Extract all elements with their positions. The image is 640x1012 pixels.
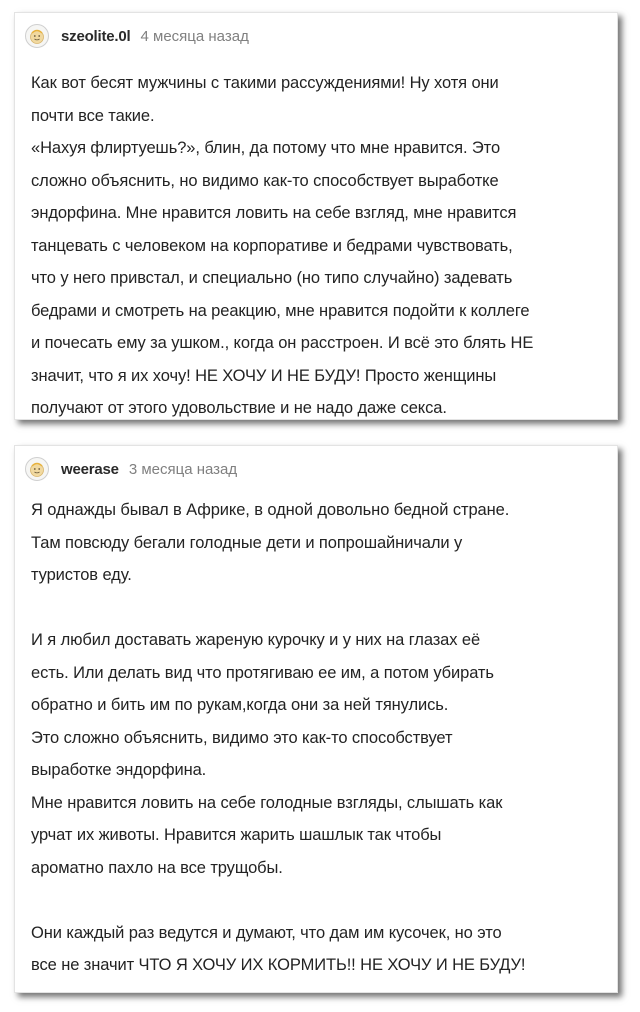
comment-line: ароматно пахло на все трущобы.: [31, 858, 283, 877]
comment-line: Как вот бесят мужчины с такими рассуждениями! Ну хотя они: [31, 74, 499, 92]
comment-line: И я любил доставать жареную курочку и у них на глазах её: [31, 631, 481, 649]
paragraph-break: [31, 592, 603, 625]
comment-line: Это сложно объяснить, видимо это как-то способствует: [31, 728, 453, 747]
paragraph-break: [31, 884, 603, 917]
comment-line: Там повсюду бегали голодные дети и попрошайничали у: [31, 533, 463, 552]
comment-card: [14, 12, 618, 420]
comment-header: [25, 456, 237, 482]
comment-line: почти все такие.: [31, 106, 155, 125]
comment-line: обратно и бить им по рукам,когда они за ней тянулись.: [31, 696, 449, 714]
comment-line: что у него привстал, и специально (но типо случайно) задевать: [31, 269, 513, 287]
comment-line: «Нахуя флиртуешь?», блин, да потому что мне нравится. Это: [31, 139, 501, 157]
comment-line: получают от этого удовольствие и не надо даже секса.: [31, 399, 447, 417]
comment-line: есть. Или делать вид что протягиваю ее им, а потом убирать: [31, 663, 494, 682]
comment-line: урчат их животы. Нравится жарить шашлык так чтобы: [31, 826, 442, 844]
comment-timestamp[interactable]: 3 месяца назад: [128, 460, 238, 478]
comment-line: Они каждый раз ведутся и думают, что дам им кусочек, но это: [31, 923, 502, 942]
comment-line: туристов еду.: [31, 566, 132, 584]
comment-username[interactable]: weerase: [61, 460, 119, 478]
comment-line: Мне нравится ловить на себе голодные взгляды, слышать как: [31, 793, 503, 812]
comment-line: бедрами и смотреть на реакцию, мне нравится подойти к коллеге: [31, 301, 530, 320]
comment-line: выработке эндорфина.: [31, 761, 207, 779]
comment-timestamp[interactable]: 4 месяца назад: [140, 27, 249, 45]
user-avatar-icon: [28, 460, 46, 478]
user-avatar-icon: [28, 27, 46, 45]
comment-username[interactable]: szeolite.0l: [61, 27, 131, 45]
comment-line: танцевать с человеком на корпоративе и бедрами чувствовать,: [31, 236, 513, 255]
comment-line: все не значит ЧТО Я ХОЧУ ИХ КОРМИТЬ!! НЕ ХОЧУ И НЕ БУДУ!: [31, 956, 526, 974]
comment-line: сложно объяснить, но видимо как-то способствует выработке: [31, 171, 499, 190]
comment-line: и почесать ему за ушком., когда он расстроен. И всё это блять НЕ: [31, 334, 534, 352]
comment-line: Я однажды бывал в Африке, в одной довольно бедной стране.: [31, 501, 510, 519]
avatar[interactable]: [25, 457, 49, 481]
comment-line: значит, что я их хочу! НЕ ХОЧУ И НЕ БУДУ! Просто женщины: [31, 366, 497, 385]
comment-header: [25, 23, 249, 49]
avatar[interactable]: [25, 24, 49, 48]
comment-text: [31, 67, 603, 425]
comment-text: [31, 494, 603, 982]
comment-line: эндорфина. Мне нравится ловить на себе взгляд, мне нравится: [31, 204, 517, 222]
comment-card: [14, 445, 618, 993]
